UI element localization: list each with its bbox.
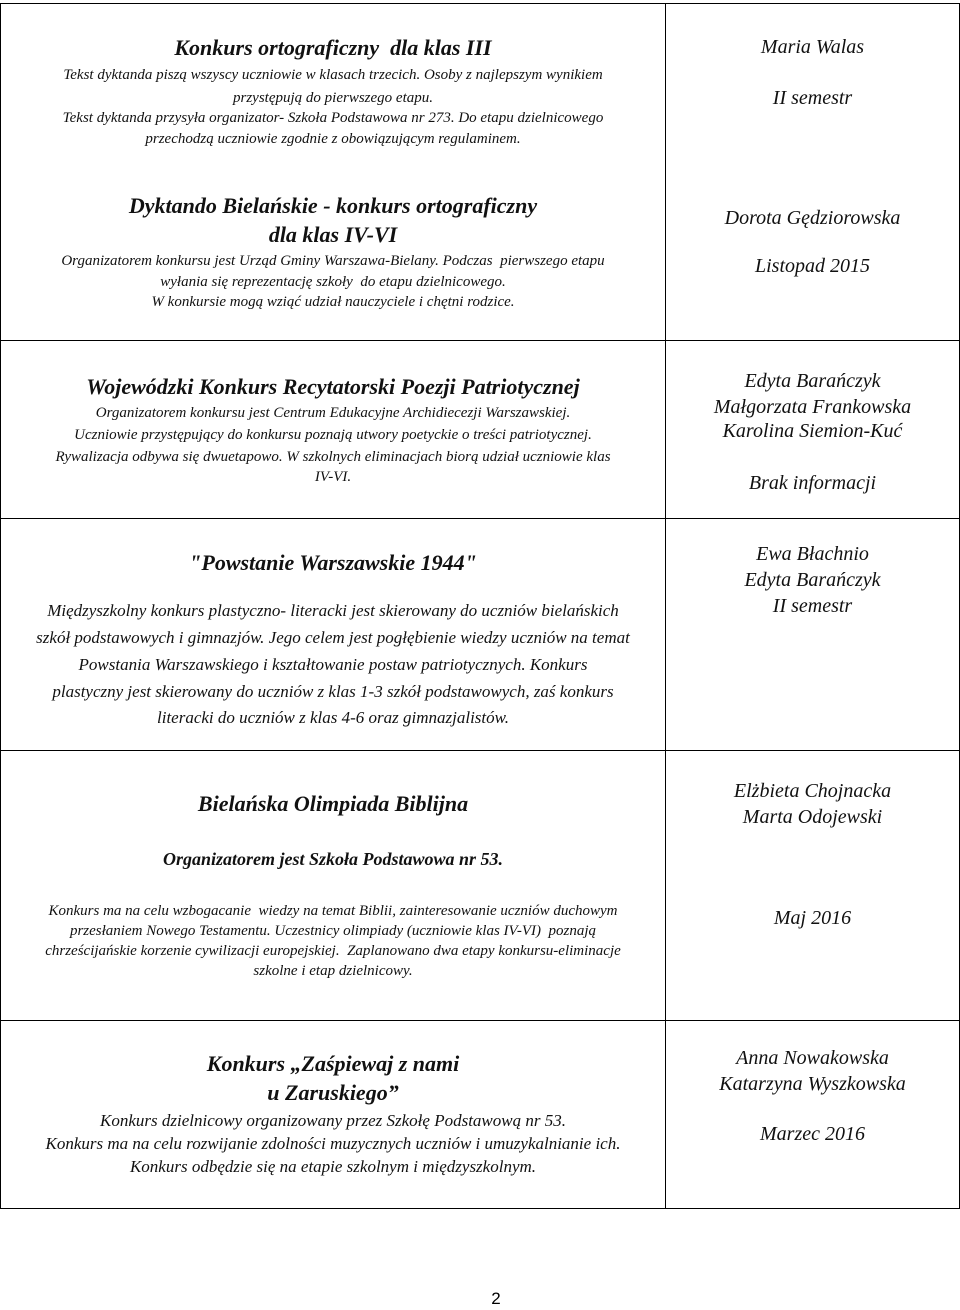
contest-description-line: Konkurs dzielnicowy organizowany przez Szkołę Podstawową nr 53.	[100, 1111, 566, 1130]
contest-description-line: Konkurs ma na celu wzbogacanie wiedzy na temat Biblii, zainteresowanie uczniów duchowym	[48, 903, 618, 919]
contest-description-cell	[1, 751, 665, 1020]
contest-row	[0, 1020, 960, 1209]
contest-row	[0, 750, 960, 1020]
contest-description-line: Powstania Warszawskiego i kształtowanie postaw patriotycznych. Konkurs	[78, 655, 588, 674]
coordinator-name: Maria Walas	[760, 36, 865, 58]
coordinator-name: Edyta Barańczyk	[744, 370, 881, 392]
contest-title: Konkurs ortograficzny dla klas III	[174, 35, 492, 60]
contest-description-line: Tekst dyktanda przysyła organizator- Szkoła Podstawowa nr 273. Do etapu dzielnicowego	[62, 110, 604, 126]
contest-date: II semestr	[772, 87, 853, 109]
contest-description-cell	[1, 4, 665, 340]
contest-description-line: Konkurs ma na celu rozwijanie zdolności muzycznych uczniów i umuzykalnianie ich.	[45, 1134, 621, 1153]
contest-row	[0, 518, 960, 750]
contest-description-line: przystępują do pierwszego etapu.	[233, 90, 433, 106]
coordinator-name: Małgorzata Frankowska	[713, 396, 912, 418]
contest-description-line: Konkurs odbędzie się na etapie szkolnym i międzyszkolnym.	[129, 1157, 537, 1176]
page-number: 2	[491, 1289, 501, 1308]
coordinator-cell	[665, 519, 959, 750]
contest-description-line: W konkursie mogą wziąć udział nauczyciele i chętni rodzice.	[151, 294, 515, 310]
coordinator-name: Edyta Barańczyk	[744, 569, 881, 591]
contest-date: Marzec 2016	[760, 1123, 865, 1145]
coordinator-name: Dorota Gędziorowska	[724, 207, 901, 229]
contest-date: Maj 2016	[773, 907, 852, 929]
coordinator-name: Marta Odojewski	[742, 806, 883, 828]
contest-description-cell	[1, 1021, 665, 1208]
coordinator-cell	[665, 341, 959, 518]
contest-description-line: szkół podstawowych i gimnazjów. Jego celem jest pogłębienie wiedzy uczniów na temat	[36, 628, 630, 647]
coordinator-name: Karolina Siemion-Kuć	[722, 420, 903, 442]
coordinator-name: Ewa Błachnio	[756, 543, 869, 565]
contest-description-line: literacki do uczniów z klas 4-6 oraz gimnazjalistów.	[157, 708, 509, 727]
contest-date: Listopad 2015	[754, 255, 871, 277]
contest-row	[0, 340, 960, 518]
contest-description-line: przesłaniem Nowego Testamentu. Uczestnicy olimpiady (uczniowie klas IV-VI) poznają	[69, 923, 597, 939]
contest-description-line: Tekst dyktanda piszą wszyscy uczniowie w klasach trzecich. Osoby z najlepszym wynikiem	[63, 67, 603, 83]
contest-title: "Powstanie Warszawskie 1944"	[189, 550, 477, 575]
coordinator-cell	[665, 4, 959, 340]
contest-date: Brak informacji	[748, 472, 877, 494]
contest-description-line: przechodzą uczniowie zgodnie z obowiązującym regulaminem.	[145, 131, 521, 147]
coordinator-name: Anna Nowakowska	[736, 1047, 889, 1069]
contest-row	[0, 3, 960, 340]
contest-description-line: plastyczny jest skierowany do uczniów z klas 1-3 szkół podstawowych, zaś konkurs	[52, 682, 614, 701]
contest-title: u Zaruskiego”	[267, 1080, 399, 1105]
contest-description-line: chrześcijańskie korzenie cywilizacji europejskiej. Zaplanowano dwa etapy konkursu-eliminacje	[45, 943, 621, 959]
contest-description-line: wyłania się reprezentację szkoły do etapu dzielnicowego.	[160, 274, 506, 290]
contest-description-cell	[1, 519, 665, 750]
contest-title: dla klas IV-VI	[268, 222, 398, 247]
contest-description-line: IV-VI.	[314, 469, 352, 485]
contest-title: Wojewódzki Konkurs Recytatorski Poezji Patriotycznej	[86, 374, 580, 399]
contest-description-line: Rywalizacja odbywa się dwuetapowo. W szkolnych eliminacjach biorą udział uczniowie klas	[55, 449, 611, 465]
contest-title: Bielańska Olimpiada Biblijna	[197, 791, 469, 816]
contest-description-line: Uczniowie przystępujący do konkursu poznają utwory poetyckie o treści patriotycznej.	[74, 427, 592, 443]
contest-title: Konkurs „Zaśpiewaj z nami	[206, 1051, 460, 1076]
coordinator-cell	[665, 1021, 959, 1208]
coordinator-cell	[665, 751, 959, 1020]
coordinator-name: Elżbieta Chojnacka	[733, 780, 892, 802]
contest-description-line: Organizatorem konkursu jest Urząd Gminy Warszawa-Bielany. Podczas pierwszego etapu	[61, 253, 605, 269]
contest-description-cell	[1, 341, 665, 518]
contest-title: Dyktando Bielańskie - konkurs ortograficzny	[128, 193, 538, 218]
contest-description-line: Międzyszkolny konkurs plastyczno- literacki jest skierowany do uczniów bielańskich	[47, 601, 619, 620]
contest-date: II semestr	[772, 595, 853, 617]
contest-description-line: Organizatorem konkursu jest Centrum Edukacyjne Archidiecezji Warszawskiej.	[95, 405, 571, 421]
coordinator-name: Katarzyna Wyszkowska	[719, 1073, 906, 1095]
contest-organizer: Organizatorem jest Szkoła Podstawowa nr 53.	[162, 849, 504, 869]
contest-description-line: szkolne i etap dzielnicowy.	[253, 963, 413, 979]
